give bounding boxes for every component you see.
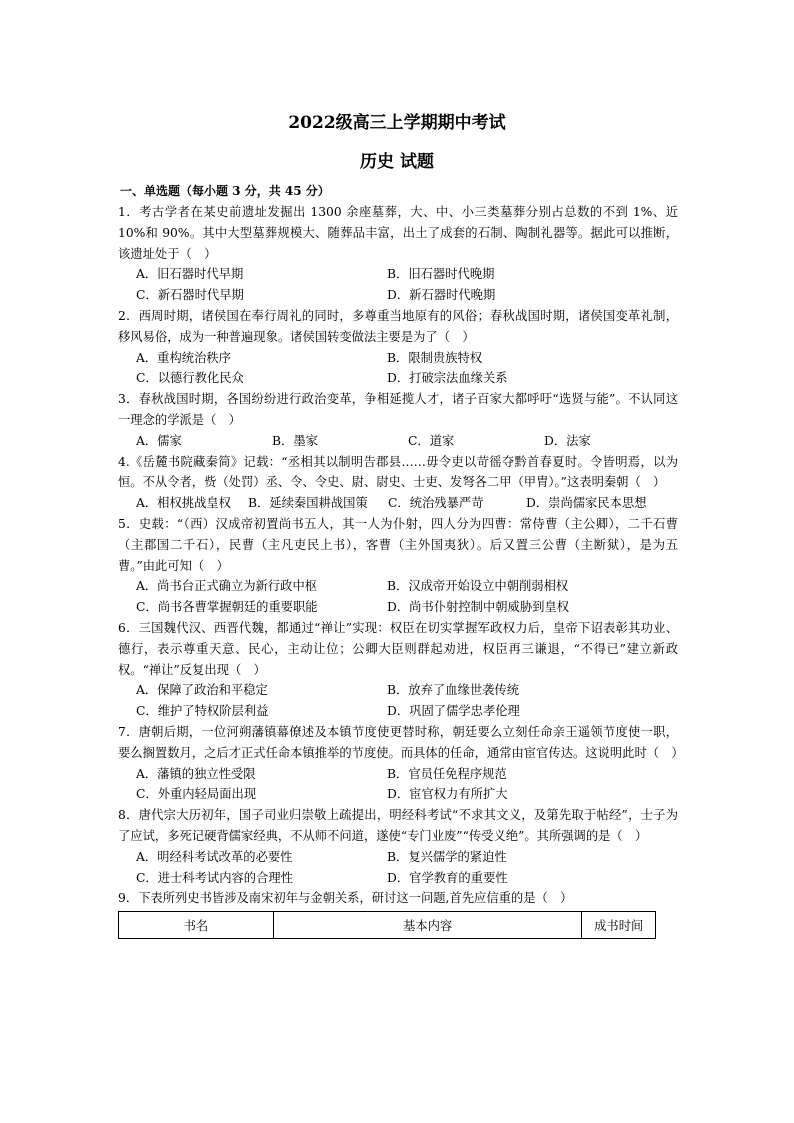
- question-stem: 8．唐代宗大历初年，国子司业归崇敬上疏提出，明经科考试“不求其文义，及第先取于帖经”，士子为了应试，多死记硬背儒家经典，不从师不问道，遂使“专门业废”“传受义绝”。其所强调的是（ ）: [118, 808, 678, 843]
- question: [118, 389, 678, 451]
- table-header-cell: 基本内容: [273, 912, 582, 939]
- option-d: D．崇尚儒家民本思想: [526, 496, 647, 511]
- option-group: [118, 680, 678, 722]
- exam-subtitle: 历史 试题: [360, 152, 434, 172]
- option-d: D．巩固了儒学忠孝伦理: [387, 704, 520, 719]
- option-c: C．以德行教化民众: [136, 371, 244, 386]
- option-group: [118, 576, 678, 618]
- question-stem: 4.《岳麓书院藏秦简》记载：“丞相其以制明告郡县……毋令吏以苛徭夺黔首春夏时。令皆明焉，以为恒。不从令者，赀（处罚）丞、令、令史、尉、尉史、士吏、发弩各二甲（甲胄）。”这表明秦朝（ ）: [118, 454, 678, 490]
- question: [118, 888, 678, 939]
- option-group: [118, 493, 678, 514]
- question: [118, 306, 678, 389]
- option-d: D．新石器时代晚期: [387, 288, 496, 303]
- option-c: C．道家: [408, 433, 455, 448]
- table-header-row: [119, 912, 656, 939]
- option-b: B．汉成帝开始设立中朝削弱相权: [387, 579, 569, 594]
- reference-table: [118, 911, 656, 939]
- option-b: B．旧石器时代晚期: [387, 267, 495, 282]
- question: [118, 514, 678, 618]
- question-stem: 9．下表所列史书皆涉及南宋初年与金朝关系，研讨这一问题,首先应信重的是（ ）: [118, 891, 573, 906]
- question: [118, 452, 678, 514]
- option-c: C．统治残暴严苛: [388, 496, 484, 511]
- option-b: B．延续秦国耕战国策: [248, 496, 368, 511]
- option-b: B．墨家: [272, 433, 318, 448]
- exam-title: 2022级高三上学期期中考试: [288, 113, 506, 133]
- question-stem: 6．三国魏代汉、西晋代魏，都通过“禅让”实现：权臣在切实掌握军政权力后，皇帝下诏表彰其功业、德行，表示尊重天意、民心，主动让位；公卿大臣则群起劝进，权臣再三谦退，“不得已”建立新政权。“禅让”反复出现（ ）: [118, 620, 678, 677]
- option-group: [118, 764, 678, 806]
- option-a: A．明经科考试改革的必要性: [136, 849, 293, 864]
- option-a: A．儒家: [136, 433, 182, 448]
- option-b: B．限制贵族特权: [387, 350, 483, 365]
- table-header-cell: 成书时间: [582, 912, 656, 939]
- option-a: A．相权挑战皇权: [136, 496, 231, 511]
- option-group: [118, 348, 678, 390]
- option-c: C．尚书各曹掌握朝廷的重要职能: [136, 600, 318, 615]
- option-b: B．复兴儒学的紧迫性: [387, 849, 507, 864]
- option-c: C．新石器时代早期: [136, 288, 244, 303]
- question-stem: 3．春秋战国时期，各国纷纷进行政治变革，争相延揽人才，诸子百家大都呼吁“选贤与能”。不认同这一理念的学派是（ ）: [118, 392, 678, 427]
- option-group: [118, 431, 678, 452]
- question-stem: 2．西周时期，诸侯国在奉行周礼的同时，多尊重当地原有的风俗；春秋战国时期，诸侯国变革礼制，移风易俗，成为一种普遍现象。诸侯国转变做法主要是为了（ ）: [118, 308, 678, 344]
- option-c: C．进士科考试内容的合理性: [136, 870, 293, 885]
- question-stem: 7．唐朝后期，一位河朔藩镇幕僚述及本镇节度使更替时称，朝廷要么立刻任命亲王遥领节度使一职，要么搁置数月，之后才正式任命本镇推举的节度使。而具体的任命，通常由宦官传达。这说明此时（ ）: [118, 724, 684, 760]
- question: [118, 805, 678, 888]
- option-a: A．重构统治秩序: [136, 350, 231, 365]
- question-stem: 5．史载：“（西）汉成帝初置尚书五人，其一人为仆射，四人分为四曹：常侍曹（主公卿），二千石曹（主郡国二千石），民曹（主凡吏民上书），客曹（主外国夷狄）。后又置三公曹（主断狱），是为五曹。”由此可知（ ）: [118, 516, 678, 573]
- option-group: [118, 847, 678, 889]
- question: [118, 722, 684, 805]
- option-a: A．藩镇的独立性受限: [136, 766, 256, 781]
- option-d: D．法家: [544, 433, 591, 448]
- section-heading: 一、单选题（每小题 3 分，共 45 分）: [120, 184, 330, 198]
- option-group: [118, 264, 678, 306]
- table-header-cell: 书名: [119, 912, 274, 939]
- option-d: D．尚书仆射控制中朝威胁到皇权: [387, 600, 570, 615]
- option-a: A．尚书台正式确立为新行政中枢: [136, 579, 318, 594]
- question: [118, 202, 678, 306]
- question-list: [118, 202, 684, 939]
- question: [118, 618, 678, 722]
- option-a: A．保障了政治和平稳定: [136, 683, 268, 698]
- option-c: C．外重内轻局面出现: [136, 787, 257, 802]
- option-c: C．维护了特权阶层利益: [136, 704, 269, 719]
- option-d: D．打破宗法血缘关系: [387, 371, 508, 386]
- option-a: A．旧石器时代早期: [136, 267, 244, 282]
- question-stem: 1．考古学者在某史前遗址发掘出 1300 余座墓葬，大、中、小三类墓葬分别占总数的不到 1%、近 10%和 90%。其中大型墓葬规模大、随葬品丰富，出土了成套的石制、陶制礼器等。据此可以推断，该遗址处于（ ）: [118, 205, 678, 261]
- option-d: D．宦官权力有所扩大: [387, 787, 508, 802]
- option-b: B．官员任免程序规范: [387, 766, 507, 781]
- option-d: D．官学教育的重要性: [387, 870, 508, 885]
- option-b: B．放弃了血缘世袭传统: [387, 683, 520, 698]
